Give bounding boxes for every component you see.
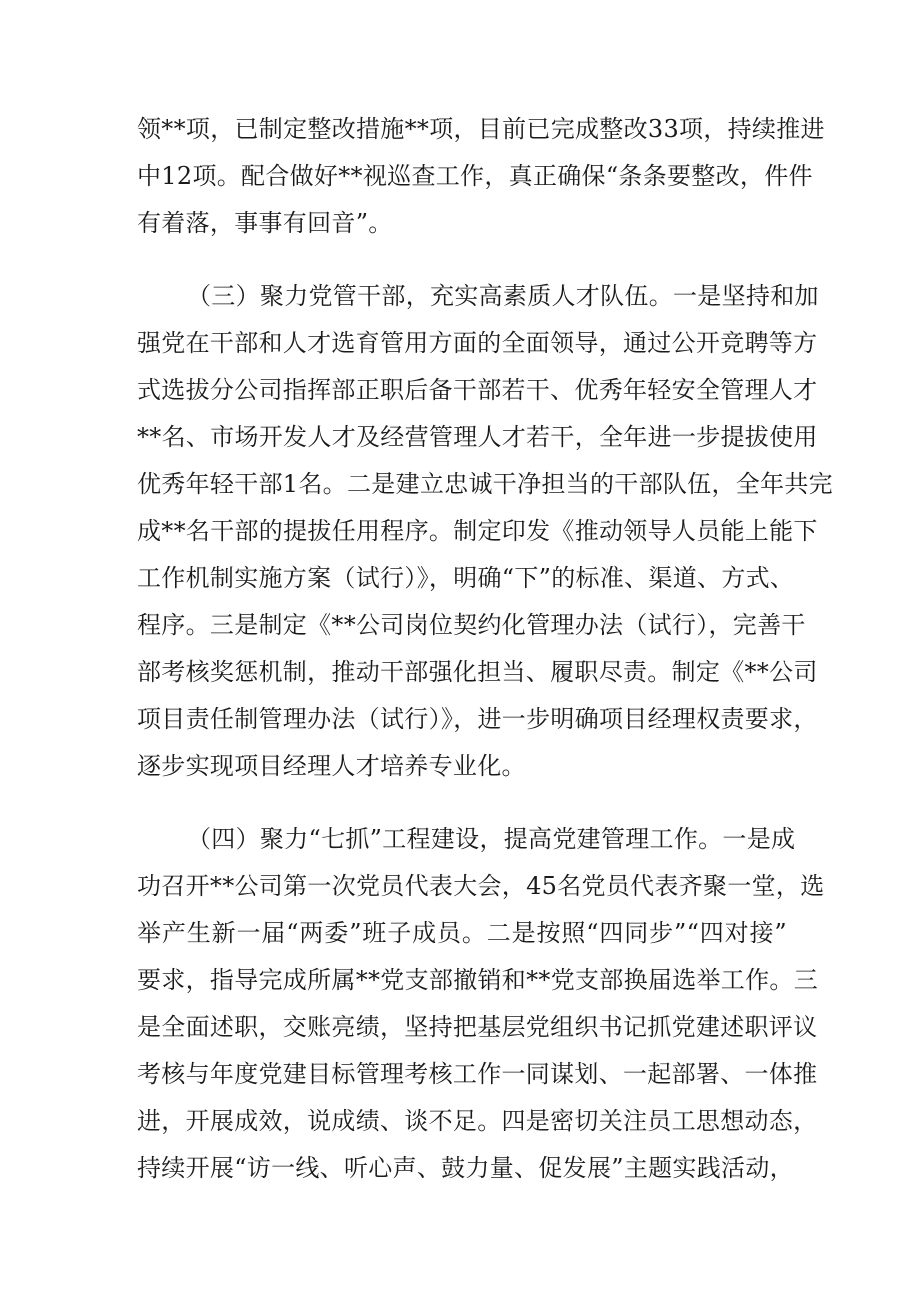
text-line: 举产生新一届“两委”班子成员。二是按照“四同步”“四对接” xyxy=(137,919,787,947)
text-line: 要求，指导完成所属**党支部撤销和**党支部换届选举工作。三 xyxy=(137,966,818,994)
text-line: 强党在干部和人才选育管用方面的全面领导，通过公开竞聘等方 xyxy=(137,329,818,357)
text-line: 功召开**公司第一次党员代表大会，45名党员代表齐聚一堂，选 xyxy=(137,872,825,900)
document-body xyxy=(137,106,833,1192)
text-line: 考核与年度党建目标管理考核工作一同谋划、一起部署、一体推 xyxy=(137,1060,818,1088)
text-line: 优秀年轻干部1名。二是建立忠诚干净担当的干部队伍，全年共完 xyxy=(137,470,833,498)
text-line: 中12项。配合做好**视巡查工作，真正确保“条条要整改，件件 xyxy=(137,162,813,190)
text-line: 领**项，已制定整改措施**项，目前已完成整改33项，持续推进 xyxy=(137,115,825,143)
paragraph-continued xyxy=(137,106,825,247)
text-line: **名、市场开发人才及经营管理人才若干，全年进一步提拔使用 xyxy=(137,423,818,451)
text-line: 逐步实现项目经理人才培养专业化。 xyxy=(137,752,526,780)
text-line: 式选拔分公司指挥部正职后备干部若干、优秀年轻安全管理人才 xyxy=(137,376,818,404)
paragraph-gap xyxy=(137,790,787,816)
text-line: 是全面述职，交账亮绩，坚持把基层党组织书记抓党建述职评议 xyxy=(137,1013,818,1041)
paragraph-section-three xyxy=(137,273,833,790)
paragraph-section-four xyxy=(137,816,825,1192)
text-line: 有着落，事事有回音”。 xyxy=(137,209,393,237)
section-heading-line: （四）聚力“七抓”工程建设，提高党建管理工作。一是成 xyxy=(187,825,796,853)
text-line: 程序。三是制定《**公司岗位契约化管理办法（试行），完善干 xyxy=(137,611,806,639)
paragraph-gap xyxy=(137,247,787,273)
section-heading-line: （三）聚力党管干部，充实高素质人才队伍。一是坚持和加 xyxy=(187,282,819,310)
text-line: 持续开展“访一线、听心声、鼓力量、促发展”主题实践活动， xyxy=(137,1154,794,1182)
text-line: 项目责任制管理办法（试行）》，进一步明确项目经理权责要求， xyxy=(137,705,818,733)
text-line: 部考核奖惩机制，推动干部强化担当、履职尽责。制定《**公司 xyxy=(137,658,818,686)
text-line: 进，开展成效，说成绩、谈不足。四是密切关注员工思想动态， xyxy=(137,1107,818,1135)
text-line: 工作机制实施方案（试行）》，明确“下”的标准、渠道、方式、 xyxy=(137,564,795,592)
text-line: 成**名干部的提拔任用程序。制定印发《推动领导人员能上能下 xyxy=(137,517,818,545)
